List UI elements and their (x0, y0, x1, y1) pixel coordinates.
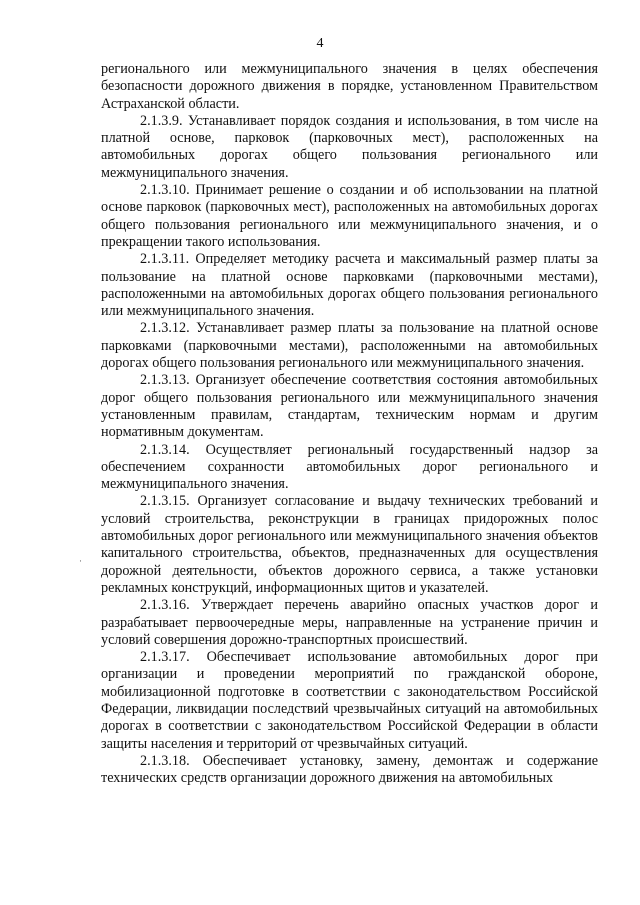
paragraph-2-1-3-12: 2.1.3.12. Устанавливает размер платы за пользование на платной основе парковками (парковочными местами), расположенными на автомобильных дорогах общего пользования регионального или межмуниципального значения. (101, 320, 598, 372)
paragraph-2-1-3-13: 2.1.3.13. Организует обеспечение соответствия состояния автомобильных дорог общего пользования регионального или межмуниципального значения установленным правилам, стандартам, техническим нормам и другим нормативным документам. (101, 372, 598, 441)
paragraph-2-1-3-15: 2.1.3.15. Организует согласование и выдачу технических требований и условий строительства, реконструкции в границах придорожных полос автомобильных дорог регионального или межмуниципального значения объектов капитального строительства, объектов, предназначенных для осуществления дорожной деятельности, объектов дорожного сервиса, а также установки рекламных конструкций, информационных щитов и указателей. (101, 493, 598, 596)
paragraph-2-1-3-17: 2.1.3.17. Обеспечивает использование автомобильных дорог при организации и проведении мероприятий по гражданской обороне, мобилизационной подготовке в соответствии с законодательством Российской Федерации, ликвидации последствий чрезвычайных ситуаций на автомобильных дорогах в соответствии с законодательством Российской Федерации в области защиты населения и территорий от чрезвычайных ситуаций. (101, 649, 598, 752)
paragraph-2-1-3-14: 2.1.3.14. Осуществляет региональный государственный надзор за обеспечением сохранности автомобильных дорог регионального и межмуниципального значения. (101, 441, 598, 493)
paragraph-2-1-3-18: 2.1.3.18. Обеспечивает установку, замену, демонтаж и содержание технических средств организации дорожного движения на автомобильных (101, 752, 598, 787)
paragraph-continuation: регионального или межмуниципального значения в целях обеспечения безопасности дорожного движения в порядке, установленном Правительством Астраханской области. (101, 61, 598, 112)
paragraph-2-1-3-11: 2.1.3.11. Определяет методику расчета и максимальный размер платы за пользование на платной основе парковками (парковочными местами), расположенными на автомобильных дорогах общего пользования регионального или межмуниципального значения. (101, 251, 598, 320)
document-body (101, 61, 598, 787)
paragraph-2-1-3-9: 2.1.3.9. Устанавливает порядок создания и использования, в том числе на платной основе, парковок (парковочных мест), расположенных на автомобильных дорогах общего пользования регионального или межмуниципального значения. (101, 112, 598, 181)
paragraph-2-1-3-10: 2.1.3.10. Принимает решение о создании и об использовании на платной основе парковок (парковочных мест), расположенных на автомобильных дорогах общего пользования регионального или межмуниципального значения, и о прекращении такого использования. (101, 182, 598, 250)
paragraph-2-1-3-16: 2.1.3.16. Утверждает перечень аварийно опасных участков дорог и разрабатывает первоочередные меры, направленные на устранение причин и условий совершения дорожно-транспортных происшествий. (101, 597, 598, 648)
page-number: 4 (316, 36, 324, 51)
margin-mark: · (79, 556, 82, 566)
